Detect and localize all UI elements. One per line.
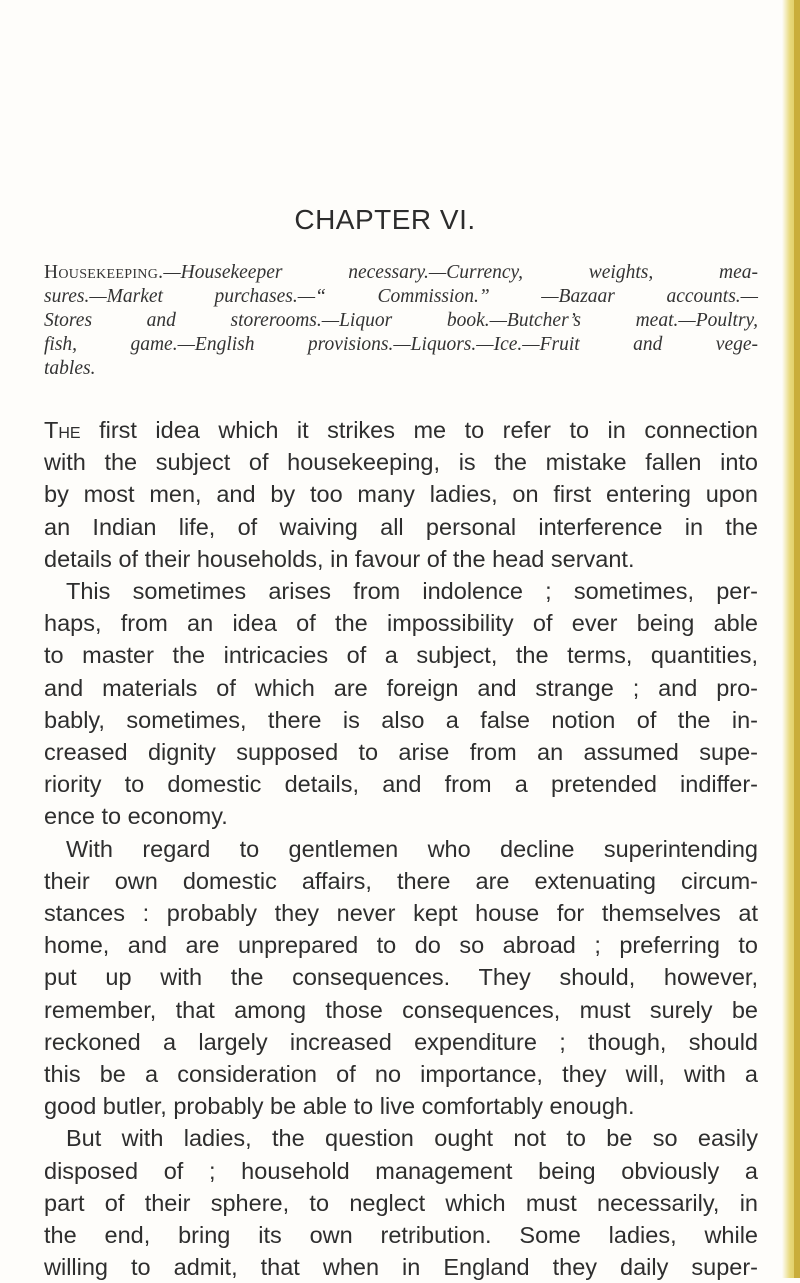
chapter-title: CHAPTER VI. <box>294 204 476 235</box>
body-line: home, and are unprepared to do so abroad ; preferring to <box>44 932 758 959</box>
summary-line: tables. <box>44 358 96 379</box>
body-line: remember, that among those consequences, must surely be <box>44 996 758 1023</box>
body-line: bably, sometimes, there is also a false notion of the in- <box>44 706 758 733</box>
body-line: With regard to gentlemen who decline superintending <box>66 835 758 862</box>
summary-lead: Housekeeping. <box>44 262 164 283</box>
body-line: ence to economy. <box>44 803 228 830</box>
summary-line: Stores and storerooms.—Liquor book.—Butcher’s meat.—Poultry, <box>44 310 758 331</box>
body-line: riority to domestic details, and from a pretended indiffer- <box>44 771 758 798</box>
body-line: good butler, probably be able to live comfortably enough. <box>44 1093 635 1120</box>
summary-line: sures.—Market purchases.—“ Commission.” —Bazaar accounts.— <box>44 286 758 307</box>
body-line: reckoned a largely increased expenditure ; though, should <box>44 1028 758 1055</box>
summary-text: —Housekeeper necessary.—Currency, weights, mea- <box>163 262 758 283</box>
chapter-body <box>44 414 758 1283</box>
summary-line: fish, game.—English provisions.—Liquors.—Ice.—Fruit and vege- <box>44 334 758 355</box>
body-line: this be a consideration of no importance, they will, with a <box>44 1061 758 1088</box>
body-line: and materials of which are foreign and strange ; and pro- <box>44 674 758 701</box>
body-line: by most men, and by too many ladies, on first entering upon <box>44 481 758 508</box>
body-line <box>44 414 758 446</box>
body-line: haps, from an idea of the impossibility of ever being able <box>44 610 758 637</box>
body-line: stances : probably they never kept house for themselves at <box>44 900 758 927</box>
body-line: This sometimes arises from indolence ; sometimes, per- <box>66 578 758 605</box>
chapter-summary <box>44 261 758 381</box>
body-line: part of their sphere, to neglect which must necessarily, in <box>44 1189 758 1216</box>
body-line: to master the intricacies of a subject, the terms, quantities, <box>44 642 758 669</box>
body-line: disposed of ; household management being obviously a <box>44 1157 758 1184</box>
first-word: The <box>44 417 81 443</box>
body-line: put up with the consequences. They should, however, <box>44 964 758 991</box>
body-line: details of their households, in favour of the head servant. <box>44 545 635 572</box>
summary-line <box>44 261 758 285</box>
body-text: first idea which it strikes me to refer to in connection <box>80 417 758 443</box>
body-line: creased dignity supposed to arise from an assumed supe- <box>44 739 758 766</box>
body-line: an Indian life, of waiving all personal interference in the <box>44 513 758 540</box>
body-line: willing to admit, that when in England they daily super- <box>44 1254 758 1281</box>
body-line: the end, bring its own retribution. Some ladies, while <box>44 1222 758 1249</box>
body-line: But with ladies, the question ought not to be so easily <box>66 1125 758 1152</box>
page-edge-shadow <box>794 0 800 1278</box>
body-line: with the subject of housekeeping, is the mistake fallen into <box>44 449 758 476</box>
body-line: their own domestic affairs, there are extenuating circum- <box>44 867 758 894</box>
